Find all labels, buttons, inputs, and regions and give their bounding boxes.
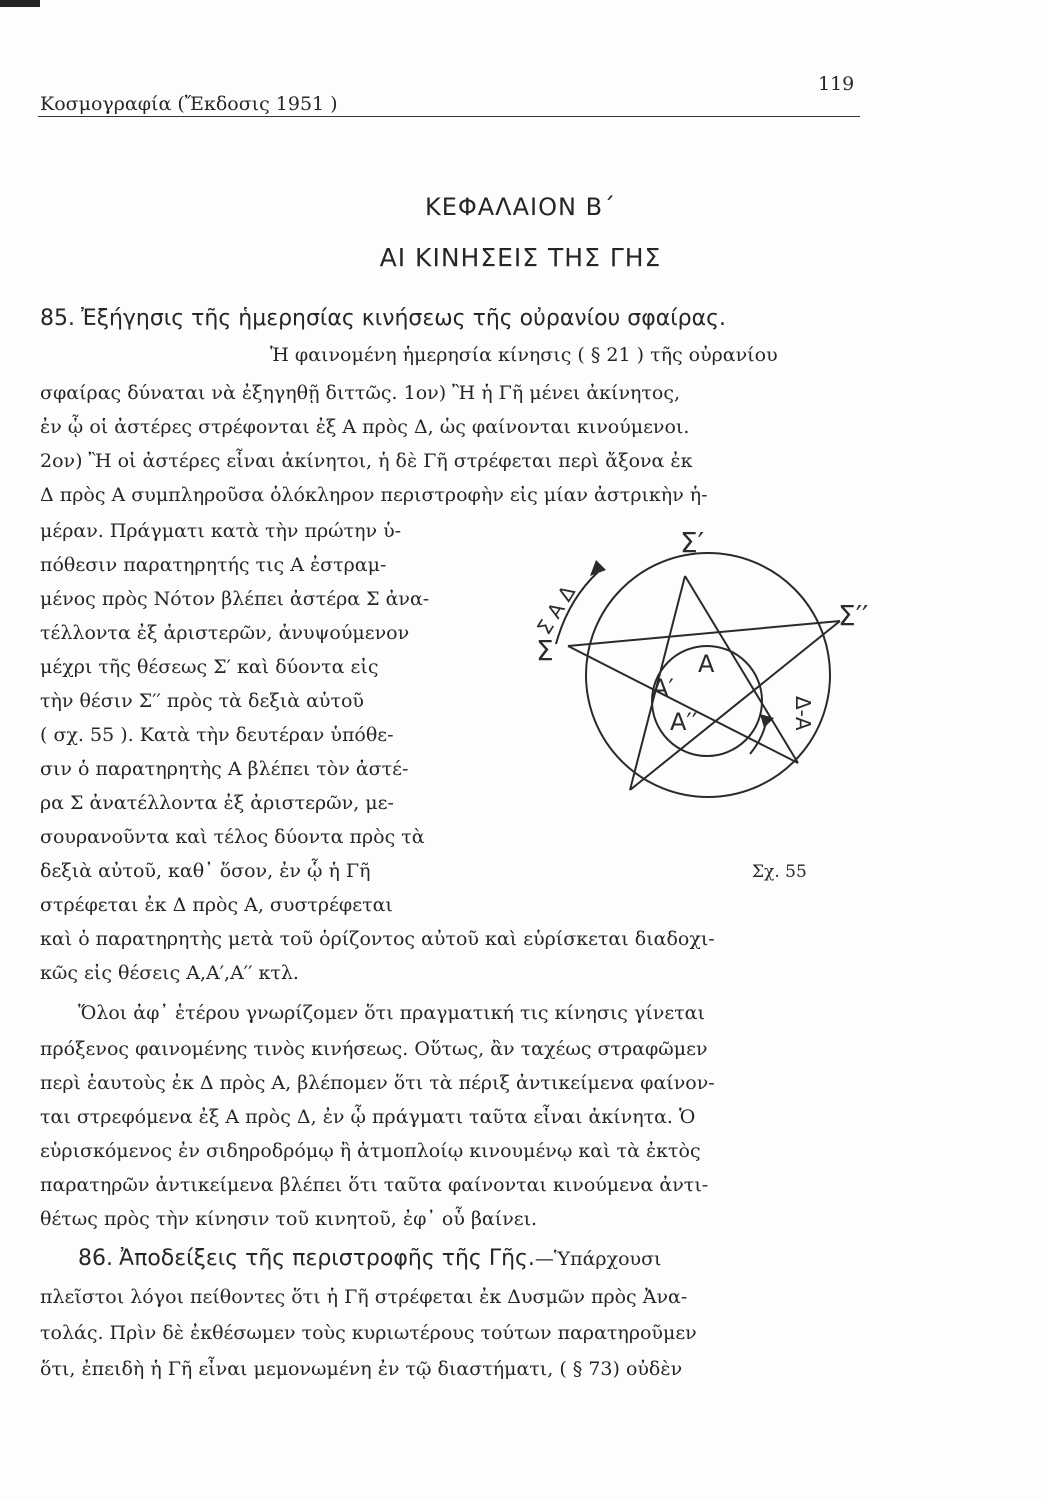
section-85-heading <box>40 308 726 330</box>
section-85-line: καὶ ὁ παρατηρητὴς μετὰ τοῦ ὁρίζοντος αὐτοῦ καὶ εὑρίσκεται διαδοχι- <box>40 928 715 950</box>
horizon-line <box>568 621 840 646</box>
section-85-line: κῶς εἰς θέσεις Α,Α′,Α′′ κτλ. <box>40 962 299 984</box>
page-number: 119 <box>818 73 855 95</box>
header-rule <box>38 116 860 117</box>
figure-caption: Σχ. 55 <box>752 862 807 882</box>
section-86-line: —Ὑπάρχουσι <box>534 1248 662 1270</box>
section-85-line: ( σχ. 55 ). Κατὰ τὴν δευτέραν ὑπόθε- <box>40 724 394 746</box>
section-86-line: τολάς. Πρὶν δὲ ἐκθέσωμεν τοὺς κυριωτέρους τούτων παρατηροῦμεν <box>40 1322 697 1344</box>
label-sigma: Σ <box>536 634 554 667</box>
section-86-number: 86. <box>78 1246 113 1271</box>
section-86-line: πλεῖστοι λόγοι πείθοντες ὅτι ἡ Γῆ στρέφεται ἐκ Δυσμῶν πρὸς Ἀνα- <box>40 1286 688 1308</box>
paragraph-line: περὶ ἑαυτοὺς ἐκ Δ πρὸς Α, βλέπομεν ὅτι τὰ πέριξ ἀντικείμενα φαίνον- <box>40 1072 715 1094</box>
label-sigma-prime: Σ′ <box>680 526 705 559</box>
arrowhead-icon <box>590 560 606 576</box>
section-86-line: ὅτι, ἐπειδὴ ἡ Γῆ εἶναι μεμονωμένη ἐν τῷ διαστήματι, ( § 73) οὐδὲν <box>40 1358 683 1380</box>
section-85-line: τέλλοντα ἐξ ἀριστερῶν, ἀνυψούμενον <box>40 622 410 644</box>
section-85-line: σιν ὁ παρατηρητὴς Α βλέπει τὸν ἀστέ- <box>40 758 409 780</box>
paragraph-line: θέτως πρὸς τὴν κίνησιν τοῦ κινητοῦ, ἐφ᾽ οὗ βαίνει. <box>40 1208 538 1230</box>
section-85-line: 2ον) Ἢ οἱ ἀστέρες εἶναι ἀκίνητοι, ἡ δὲ Γῆ στρέφεται περὶ ἄξονα ἐκ <box>40 450 693 472</box>
section-85-line: Δ πρὸς Α συμπληροῦσα ὁλόκληρον περιστροφὴν εἰς μίαν ἀστρικὴν ἡ- <box>40 484 708 506</box>
section-86-heading <box>78 1248 662 1270</box>
section-85-line: μένος πρὸς Νότον βλέπει ἀστέρα Σ ἀνα- <box>40 588 430 610</box>
diagram-celestial-rotation <box>528 500 888 800</box>
paragraph-line: Ὅλοι ἀφ᾽ ἑτέρου γνωρίζομεν ὅτι πραγματική τις κίνησις γίνεται <box>78 1002 705 1024</box>
chapter-label: ΚΕΦΑΛΑΙΟΝ Β΄ <box>424 193 617 221</box>
label-arrow-right: Δ-Α <box>791 696 815 731</box>
chapter-title: ΑΙ ΚΙΝΗΣΕΙΣ ΤΗΣ ΓΗΣ <box>379 243 662 272</box>
paragraph-line: ται στρεφόμενα ἐξ Α πρὸς Δ, ἐν ᾧ πράγματι ταῦτα εἶναι ἀκίνητα. Ὁ <box>40 1106 696 1128</box>
label-a-prime: Α′ <box>652 674 674 702</box>
section-85-line: στρέφεται ἐκ Δ πρὸς Α, συστρέφεται <box>40 894 393 916</box>
label-arrow-left: Σ Α Δ <box>531 581 581 639</box>
label-a: Α <box>698 650 715 678</box>
section-85-line: μέραν. Πράγματι κατὰ τὴν πρώτην ὑ- <box>40 520 402 542</box>
section-86-title: Ἀποδείξεις τῆς περιστροφῆς τῆς Γῆς. <box>119 1246 535 1271</box>
section-85-line: τὴν θέσιν Σ′′ πρὸς τὰ δεξιὰ αὐτοῦ <box>40 690 364 712</box>
section-85-line: ἐν ᾧ οἱ ἀστέρες στρέφονται ἐξ Α πρὸς Δ, ὡς φαίνονται κινούμενοι. <box>40 416 690 438</box>
arrow-rotation-right <box>750 722 766 754</box>
section-85-line: πόθεσιν παρατηρητής τις Α ἐστραμ- <box>40 554 387 576</box>
section-85-number: 85. <box>40 306 75 331</box>
running-header: Κοσμογραφία (Ἔκδοσις 1951 ) <box>40 93 338 115</box>
section-85-line: Ἡ φαινομένη ἡμερησία κίνησις ( § 21 ) τῆς οὐρανίου <box>270 344 778 366</box>
section-85-line: δεξιὰ αὐτοῦ, καθ᾽ ὅσον, ἐν ᾧ ἡ Γῆ <box>40 860 371 882</box>
label-a-double-prime: Α′′ <box>670 708 698 736</box>
section-85-line: μέχρι τῆς θέσεως Σ′ καὶ δύοντα εἰς <box>40 656 379 678</box>
paragraph-line: πρόξενος φαινομένης τινὸς κινήσεως. Οὕτως, ἂν ταχέως στραφῶμεν <box>40 1038 708 1060</box>
section-85-line: ρα Σ ἀνατέλλοντα ἐξ ἀριστερῶν, με- <box>40 792 394 814</box>
section-85-title: Ἐξήγησις τῆς ἡμερησίας κινήσεως τῆς οὐρανίου σφαίρας. <box>81 306 727 331</box>
section-85-line: σφαίρας δύναται νὰ ἐξηγηθῇ διττῶς. 1ον) Ἢ ἡ Γῆ μένει ἀκίνητος, <box>40 382 681 404</box>
scan-edge-mark <box>0 0 40 7</box>
label-sigma-double-prime: Σ′′ <box>838 599 869 632</box>
paragraph-line: παρατηρῶν ἀντικείμενα βλέπει ὅτι ταῦτα φαίνονται κινούμενα ἀντι- <box>40 1174 709 1196</box>
paragraph-line: εὑρισκόμενος ἐν σιδηροδρόμῳ ἢ ἀτμοπλοίῳ κινουμένῳ καὶ τὰ ἐκτὸς <box>40 1140 701 1162</box>
section-85-line: σουρανοῦντα καὶ τέλος δύοντα πρὸς τὰ <box>40 826 425 848</box>
